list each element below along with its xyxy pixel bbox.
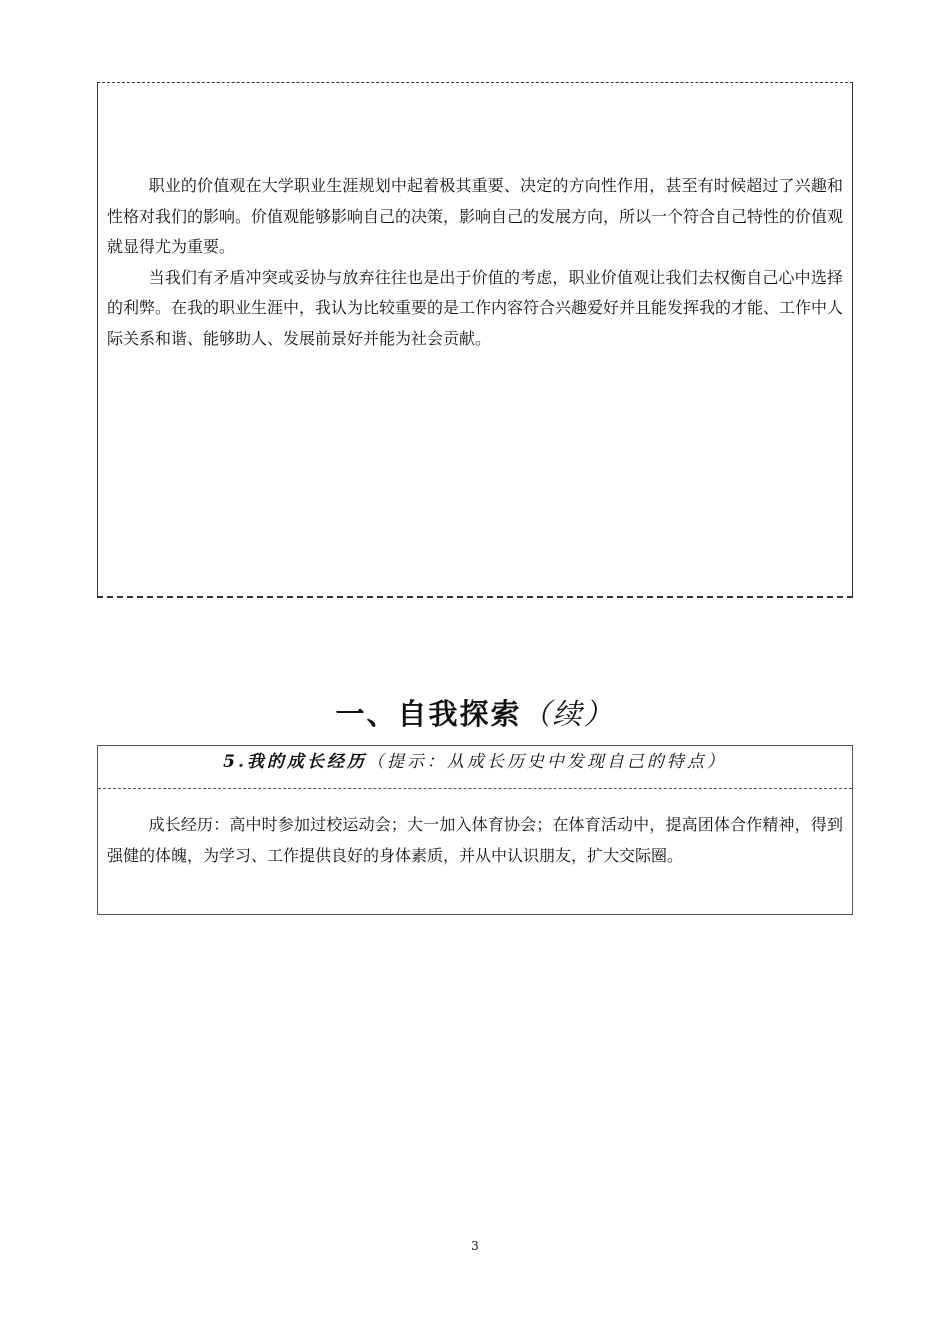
values-paragraph-1: 职业的价值观在大学职业生涯规划中起着极其重要、决定的方向性作用，甚至有时候超过了兴趣和性格对我们的影响。价值观能够影响自己的决策，影响自己的发展方向，所以一个符合自己特性的价值观就显得尤为重要。 — [107, 176, 844, 256]
growth-content — [107, 810, 843, 871]
section-heading — [0, 692, 950, 733]
growth-experience-box — [97, 745, 853, 915]
growth-hint: （提示：从成长历史中发现自己的特点） — [366, 752, 727, 772]
section-heading-continued: （续） — [521, 697, 615, 731]
values-text-box — [97, 82, 853, 598]
values-paragraph-2: 当我们有矛盾冲突或妥协与放弃往往也是出于价值的考虑，职业价值观让我们去权衡自己心中选择的利弊。在我的职业生涯中，我认为比较重要的是工作内容符合兴趣爱好并且能发挥我的才能、工作中人际关系和谐、能够助人、发展前景好并能为社会贡献。 — [107, 267, 844, 348]
growth-title-row — [98, 746, 852, 789]
values-content — [107, 171, 843, 354]
section-heading-main: 一、自我探索 — [335, 697, 522, 731]
page-number: 3 — [471, 1239, 479, 1253]
growth-paragraph-1: 成长经历：高中时参加过校运动会；大一加入体育协会；在体育活动中，提高团体合作精神，得到强健的体魄，为学习、工作提供良好的身体素质，并从中认识朋友，扩大交际圈。 — [107, 815, 843, 865]
growth-title: 5.我的成长经历 — [223, 752, 367, 772]
